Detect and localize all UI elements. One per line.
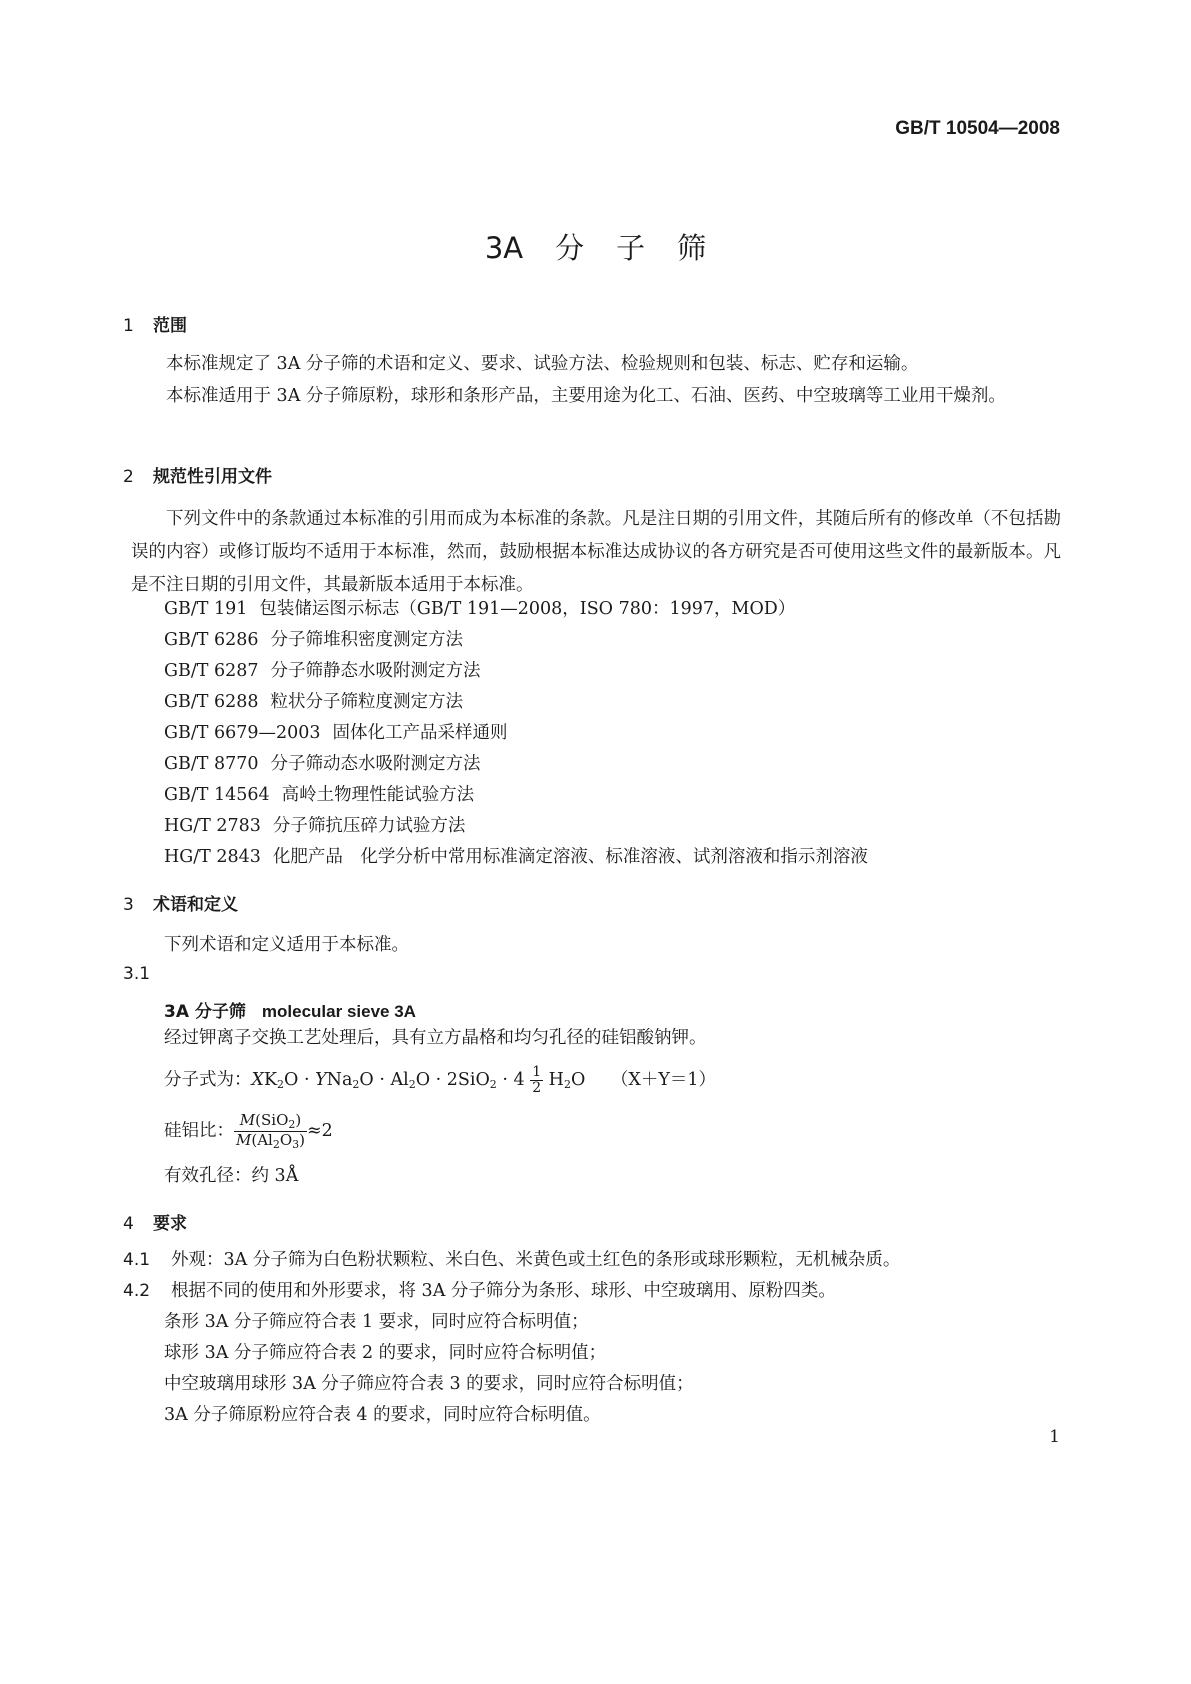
document-title — [0, 226, 1191, 267]
si-al-ratio — [164, 1112, 333, 1151]
section-4-heading — [123, 1209, 187, 1234]
clause-number: 4.1 — [123, 1250, 151, 1270]
reference-item — [164, 624, 463, 657]
reference-title: 分子筛抗压碎力试验方法 — [272, 816, 466, 836]
reference-item — [164, 717, 508, 750]
reference-title: 分子筛静态水吸附测定方法 — [270, 661, 481, 681]
reference-title: 固体化工产品采样通则 — [332, 723, 508, 743]
formula-expression: $XK_2O \cdot YNa_2O \cdot Al_2O \cdot 2SiO_2 \cdot 4$ $\frac{1}{2}$ $H_2O$ — [251, 1063, 586, 1096]
term-number: 3.1 — [123, 964, 151, 984]
reference-title: 分子筛动态水吸附测定方法 — [270, 754, 481, 774]
effective-pore-size: 有效孔径：约 3Å — [164, 1166, 299, 1186]
requirement-line: 球形 3A 分子筛应符合表 2 的要求，同时应符合标明值； — [164, 1343, 607, 1363]
reference-title: 高岭土物理性能试验方法 — [281, 785, 475, 805]
title-part: 筛 — [677, 231, 707, 265]
term-name — [164, 997, 416, 1022]
section-1-heading — [123, 311, 187, 336]
molecular-formula — [164, 1064, 716, 1101]
section-number: 4 — [123, 1214, 134, 1234]
reference-code: GB/T 6286 — [164, 630, 259, 650]
section-title: 范围 — [153, 316, 187, 336]
reference-item — [164, 748, 481, 781]
reference-code: GB/T 14564 — [164, 785, 270, 805]
clause-text: 根据不同的使用和外形要求，将 3A 分子筛分为条形、球形、中空玻璃用、原粉四类。 — [171, 1281, 836, 1301]
ratio-label: 硅铝比： — [164, 1121, 234, 1142]
reference-item — [164, 841, 868, 874]
reference-code: GB/T 8770 — [164, 754, 259, 774]
reference-code: HG/T 2843 — [164, 847, 261, 867]
title-part: 子 — [616, 231, 646, 265]
formula-condition: （X＋Y＝1） — [610, 1070, 717, 1090]
reference-item — [164, 593, 795, 626]
term-name-zh: 3A 分子筛 — [164, 1002, 246, 1022]
normative-refs-intro: 下列文件中的条款通过本标准的引用而成为本标准的条款。凡是注日期的引用文件，其随后所有的修改单（不包括勘误的内容）或修订版均不适用于本标准，然而，鼓励根据本标准达成协议的各方研究是否可使用这些文件的最新版本。凡是不注日期的引用文件，其最新版本适用于本标准。 — [131, 509, 1061, 595]
reference-code: HG/T 2783 — [164, 816, 261, 836]
reference-title: 分子筛堆积密度测定方法 — [270, 630, 464, 650]
page-number: 1 — [1049, 1427, 1060, 1447]
section-number: 3 — [123, 895, 134, 915]
clause-number: 4.2 — [123, 1281, 151, 1301]
clause-text: 外观：3A 分子筛为白色粉状颗粒、米白色、米黄色或土红色的条形或球形颗粒，无机械杂质。 — [171, 1250, 901, 1270]
title-part: 分 — [555, 231, 585, 265]
ratio-fraction: $\frac{M(SiO_2)}{M(Al_2O_3)}$ — [236, 1111, 306, 1152]
section-title: 术语和定义 — [153, 895, 238, 915]
reference-item — [164, 779, 474, 812]
terms-intro: 下列术语和定义适用于本标准。 — [164, 935, 409, 955]
clause-4-1 — [123, 1244, 900, 1277]
reference-title: 包装储运图示标志（GB/T 191—2008，ISO 780：1997，MOD） — [259, 599, 796, 619]
standard-code: GB/T 10504—2008 — [895, 118, 1060, 139]
reference-item — [164, 686, 463, 719]
clause-4-2 — [123, 1275, 836, 1308]
reference-code: GB/T 6287 — [164, 661, 259, 681]
scope-paragraph-1: 本标准规定了 3A 分子筛的术语和定义、要求、试验方法、检验规则和包装、标志、贮存和运输。 — [166, 354, 919, 374]
requirement-line: 条形 3A 分子筛应符合表 1 要求，同时应符合标明值； — [164, 1312, 589, 1332]
section-title: 要求 — [153, 1214, 187, 1234]
reference-item — [164, 655, 481, 688]
requirement-line: 3A 分子筛原粉应符合表 4 的要求，同时应符合标明值。 — [164, 1405, 601, 1425]
term-definition: 经过钾离子交换工艺处理后，具有立方晶格和均匀孔径的硅铝酸钠钾。 — [164, 1028, 707, 1048]
reference-code: GB/T 191 — [164, 599, 248, 619]
reference-item — [164, 810, 465, 843]
reference-title: 粒状分子筛粒度测定方法 — [270, 692, 464, 712]
section-number: 1 — [123, 316, 134, 336]
section-title: 规范性引用文件 — [153, 467, 272, 487]
reference-code: GB/T 6679—2003 — [164, 723, 321, 743]
reference-title: 化肥产品 化学分析中常用标准滴定溶液、标准溶液、试剂溶液和指示剂溶液 — [272, 847, 868, 867]
scope-paragraph-2: 本标准适用于 3A 分子筛原粉，球形和条形产品，主要用途为化工、石油、医药、中空玻璃等工业用干燥剂。 — [166, 386, 1006, 406]
requirement-line: 中空玻璃用球形 3A 分子筛应符合表 3 的要求，同时应符合标明值； — [164, 1374, 694, 1394]
title-part: 3A — [484, 231, 524, 265]
term-name-en: molecular sieve 3A — [261, 1002, 416, 1021]
ratio-value: ≈2 — [307, 1121, 333, 1142]
section-2-heading — [123, 462, 272, 487]
reference-code: GB/T 6288 — [164, 692, 259, 712]
section-number: 2 — [123, 467, 134, 487]
formula-label: 分子式为： — [164, 1070, 252, 1090]
section-3-heading — [123, 890, 238, 915]
